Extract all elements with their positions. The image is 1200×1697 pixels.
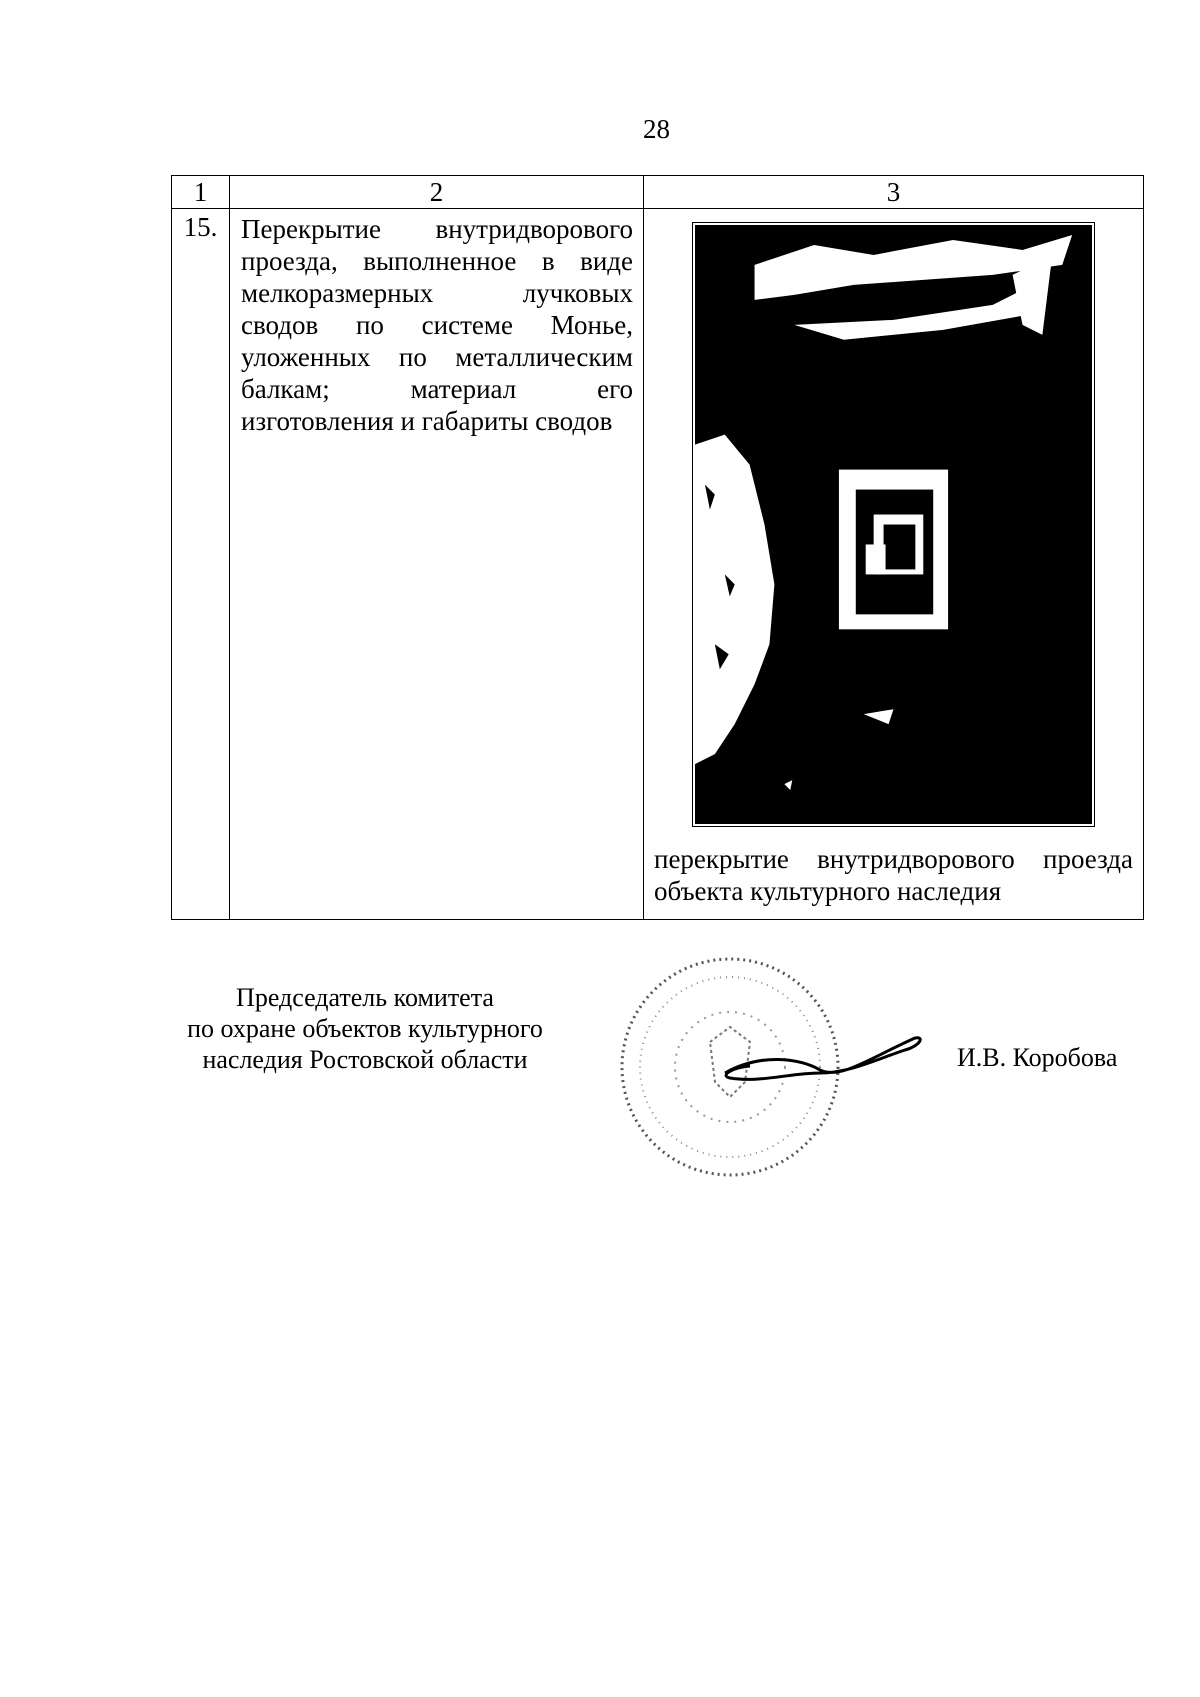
- vault-photo: [692, 222, 1095, 827]
- handwritten-signature: [720, 1028, 926, 1088]
- signer-name: И.В. Коробова: [957, 1043, 1118, 1072]
- row-number: 15.: [172, 209, 230, 920]
- table-header-row: [172, 176, 1144, 209]
- vault-photo-image: [695, 225, 1092, 824]
- signer-position: [160, 982, 570, 1075]
- header-col-3: 3: [644, 176, 1144, 209]
- header-col-2: 2: [230, 176, 644, 209]
- table-row: [172, 209, 1144, 920]
- official-seal: [615, 952, 845, 1182]
- page-number: 28: [643, 114, 670, 144]
- header-col-1: 1: [172, 176, 230, 209]
- position-line-2: по охране объектов культурного: [187, 1014, 543, 1043]
- row-description: Перекрытие внутридворового проезда, выполненное в виде мелкоразмерных лучковых сводов по системе Монье, уложенных по металлическим балкам; материал его изготовления и габариты сводов: [230, 209, 644, 920]
- position-line-3: наследия Ростовской области: [202, 1045, 528, 1074]
- objects-table: [171, 175, 1144, 920]
- photo-caption: перекрытие внутридворового проезда объекта культурного наследия: [654, 844, 1133, 906]
- photo-cell: [644, 209, 1144, 920]
- position-line-1: Председатель комитета: [236, 983, 494, 1012]
